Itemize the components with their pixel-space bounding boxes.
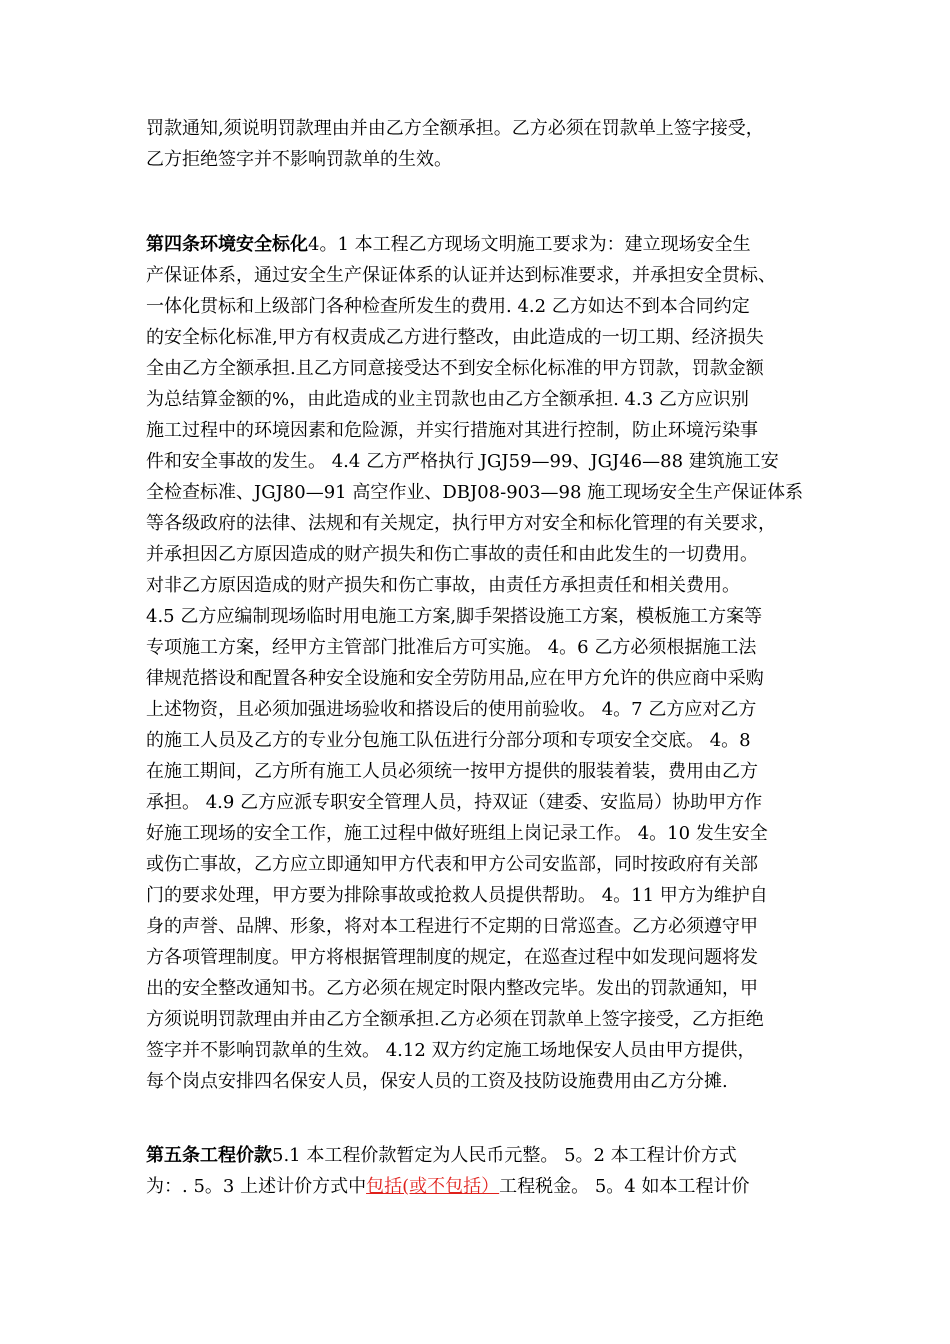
- text-line: 在施工期间，乙方所有施工人员必须统一按甲方提供的服装着装，费用由乙方: [146, 761, 758, 782]
- text-line: 4.5 乙方应编制现场临时用电施工方案,脚手架搭设施工方案，模板施工方案等: [146, 606, 763, 627]
- text-line: [146, 229, 826, 260]
- paragraph-penalty-notice: [146, 113, 826, 175]
- text-line: 一体化贯标和上级部门各种检查所发生的费用. 4.2 乙方如达不到本合同约定: [146, 296, 750, 317]
- text-line: 并承担因乙方原因造成的财产损失和伤亡事故的责任和由此发生的一切费用。: [146, 544, 758, 565]
- text-line: 承担。 4.9 乙方应派专职安全管理人员，持双证（建委、安监局）协助甲方作: [146, 792, 763, 813]
- section-article-4: [146, 229, 826, 1097]
- text-line: 每个岗点安排四名保安人员，保安人员的工资及技防设施费用由乙方分摊.: [146, 1071, 728, 1092]
- text-line: 件和安全事故的发生。 4.4 乙方严格执行 JGJ59—99、JGJ46—88 建筑施工安: [146, 451, 779, 472]
- text-line: 全检查标准、JGJ80—91 高空作业、DBJ08-903—98 施工现场安全生产保证体系: [146, 482, 804, 503]
- text-line: [146, 1140, 826, 1171]
- text-line: 全由乙方全额承担.且乙方同意接受达不到安全标化标准的甲方罚款，罚款金额: [146, 358, 764, 379]
- text-line: 出的安全整改通知书。乙方必须在规定时限内整改完毕。发出的罚款通知，甲: [146, 978, 758, 999]
- text-line: 为总结算金额的%，由此造成的业主罚款也由乙方全额承担. 4.3 乙方应识别: [146, 389, 749, 410]
- article-5-line2-before: 为：. 5。3 上述计价方式中: [146, 1176, 367, 1197]
- text-line: 方须说明罚款理由并由乙方全额承担.乙方必须在罚款单上签字接受，乙方拒绝: [146, 1009, 764, 1030]
- text-line: 门的要求处理，甲方要为排除事故或抢救人员提供帮助。 4。11 甲方为维护自: [146, 885, 768, 906]
- text-line: 专项施工方案，经甲方主管部门批准后方可实施。 4。6 乙方必须根据施工法: [146, 637, 757, 658]
- article-5-heading: 第五条工程价款: [146, 1145, 272, 1166]
- text-line: 乙方拒绝签字并不影响罚款单的生效。: [146, 149, 452, 170]
- text-line: 好施工现场的安全工作，施工过程中做好班组上岗记录工作。 4。10 发生安全: [146, 823, 768, 844]
- article-5-first-line: 5.1 本工程价款暂定为人民币元整。 5。2 本工程计价方式: [272, 1145, 737, 1166]
- text-line: 对非乙方原因造成的财产损失和伤亡事故，由责任方承担责任和相关费用。: [146, 575, 740, 596]
- text-line: 的安全标化标准,甲方有权责成乙方进行整改，由此造成的一切工期、经济损失: [146, 327, 764, 348]
- tax-inclusion-highlight: 包括(或不包括）: [366, 1176, 500, 1197]
- text-line: 身的声誉、品牌、形象，将对本工程进行不定期的日常巡查。乙方必须遵守甲: [146, 916, 758, 937]
- text-line: 产保证体系，通过安全生产保证体系的认证并达到标准要求，并承担安全贯标、: [146, 265, 776, 286]
- text-line: 等各级政府的法律、法规和有关规定，执行甲方对安全和标化管理的有关要求，: [146, 513, 776, 534]
- section-article-5: [146, 1140, 826, 1202]
- text-line: [146, 1171, 826, 1202]
- article-5-line2-after: 工程税金。 5。4 如本工程计价: [499, 1176, 750, 1197]
- text-line: 签字并不影响罚款单的生效。 4.12 双方约定施工场地保安人员由甲方提供，: [146, 1040, 756, 1061]
- text-line: 罚款通知,须说明罚款理由并由乙方全额承担。乙方必须在罚款单上签字接受，: [146, 118, 764, 139]
- text-line: 或伤亡事故，乙方应立即通知甲方代表和甲方公司安监部，同时按政府有关部: [146, 854, 758, 875]
- article-4-heading: 第四条环境安全标化: [146, 234, 308, 255]
- text-line: 施工过程中的环境因素和危险源，并实行措施对其进行控制，防止环境污染事: [146, 420, 758, 441]
- text-line: 方各项管理制度。甲方将根据管理制度的规定，在巡查过程中如发现问题将发: [146, 947, 758, 968]
- article-4-first-line: 4。1 本工程乙方现场文明施工要求为：建立现场安全生: [308, 234, 751, 255]
- text-line: 上述物资，且必须加强进场验收和搭设后的使用前验收。 4。7 乙方应对乙方: [146, 699, 757, 720]
- text-line: 律规范搭设和配置各种安全设施和安全劳防用品,应在甲方允许的供应商中采购: [146, 668, 764, 689]
- text-line: 的施工人员及乙方的专业分包施工队伍进行分部分项和专项安全交底。 4。8: [146, 730, 751, 751]
